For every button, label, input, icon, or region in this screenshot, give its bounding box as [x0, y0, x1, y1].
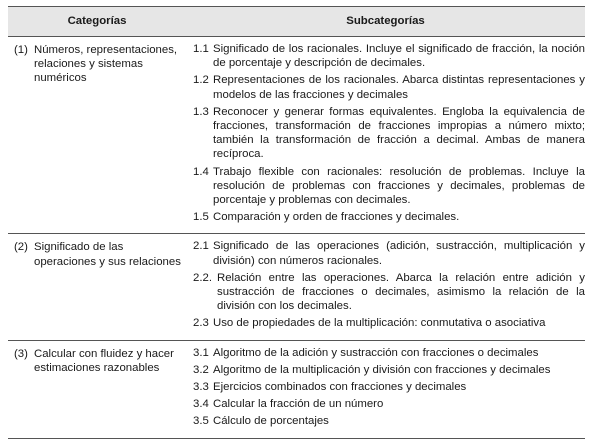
- subcategory-text: Calcular la fracción de un número: [213, 398, 384, 411]
- subcategory-text: Cálculo de porcentajes: [213, 415, 329, 428]
- category-cell: [14, 43, 186, 86]
- subcategory-number: 1.4: [193, 165, 209, 178]
- table-row: [8, 37, 585, 234]
- subcategory-item: [193, 73, 585, 101]
- subcategory-text: Significado de las operaciones (adición, sustracción, multiplicación y división) con números racionales.: [213, 240, 585, 267]
- subcategory-text: Uso de propiedades de la multiplicación: conmutativa o asociativa: [213, 317, 546, 330]
- subcategory-number: 2.1: [193, 240, 209, 253]
- category-number: (1): [14, 44, 28, 56]
- table-header: [8, 6, 585, 37]
- header-categorias: Categorías: [67, 15, 127, 27]
- subcategory-number: 2.2.: [193, 271, 212, 284]
- subcategory-cell: [193, 346, 585, 429]
- subcategory-number: 3.5: [193, 415, 209, 428]
- subcategory-item: [193, 414, 585, 428]
- header-subcategorias: Subcategorías: [346, 15, 425, 27]
- subcategory-item: [193, 363, 585, 377]
- subcategory-item: [193, 165, 585, 208]
- subcategory-number: 1.2: [193, 74, 209, 87]
- subcategory-text: Ejercicios combinados con fracciones y decimales: [213, 381, 467, 394]
- subcategory-cell: [193, 42, 585, 224]
- subcategory-item: [193, 42, 585, 70]
- subcategory-text: Trabajo flexible con racionales: resolución de problemas. Incluye la resolución de problemas con fracciones y decimales, problemas de porcentaje y problemas con decimales.: [213, 165, 585, 207]
- category-number: (2): [14, 241, 28, 254]
- subcategory-item: [193, 380, 585, 394]
- subcategory-text: Algoritmo de la adición y sustracción con fracciones o decimales: [213, 346, 539, 359]
- category-number: (3): [14, 347, 28, 360]
- subcategory-number: 1.1: [193, 43, 209, 55]
- subcategory-item: [193, 346, 585, 360]
- subcategory-text: Representaciones de los racionales. Abarca distintas representaciones y modelos de las fracciones y decimales: [213, 74, 585, 101]
- category-label: Calcular con fluidez y hacer estimaciones razonables: [34, 347, 174, 374]
- subcategory-number: 1.3: [193, 105, 209, 118]
- subcategory-number: 2.3: [193, 317, 209, 330]
- subcategory-number: 1.5: [193, 211, 209, 224]
- subcategory-text: Relación entre las operaciones. Abarca la relación entre adición y sustracción de fracciones o decimales, asimismo la relación de la división con los decimales.: [217, 271, 585, 313]
- subcategory-item: [193, 316, 585, 330]
- table-row: [8, 234, 585, 340]
- subcategory-number: 3.3: [193, 381, 209, 394]
- subcategory-item: [193, 105, 585, 162]
- subcategory-item: [193, 210, 585, 224]
- subcategory-item: [193, 271, 585, 314]
- subcategory-item: [193, 397, 585, 411]
- table-row: [8, 341, 585, 439]
- table-body: [8, 37, 585, 439]
- subcategory-cell: [193, 239, 585, 330]
- categories-table: [8, 6, 585, 439]
- subcategory-text: Significado de los racionales. Incluye el significado de fracción, la noción de porcentaje y descripción de decimales.: [213, 43, 585, 70]
- category-cell: [14, 240, 186, 268]
- category-label: Significado de las operaciones y sus relaciones: [34, 241, 181, 268]
- subcategory-text: Comparación y orden de fracciones y decimales.: [213, 211, 460, 224]
- subcategory-text: Reconocer y generar formas equivalentes. Engloba la equivalencia de fracciones, transformación de fracciones impropias a número mixto; también la transformación de fracción a decimal. Ambas de manera recíproca.: [213, 105, 585, 161]
- subcategory-text: Algoritmo de la multiplicación y división con fracciones y decimales: [213, 363, 551, 376]
- category-cell: [14, 347, 186, 375]
- subcategory-number: 3.2: [193, 363, 209, 376]
- category-label: Números, representaciones, relaciones y sistemas numéricos: [34, 44, 178, 85]
- subcategory-item: [193, 239, 585, 267]
- subcategory-number: 3.1: [193, 346, 209, 359]
- subcategory-number: 3.4: [193, 398, 209, 411]
